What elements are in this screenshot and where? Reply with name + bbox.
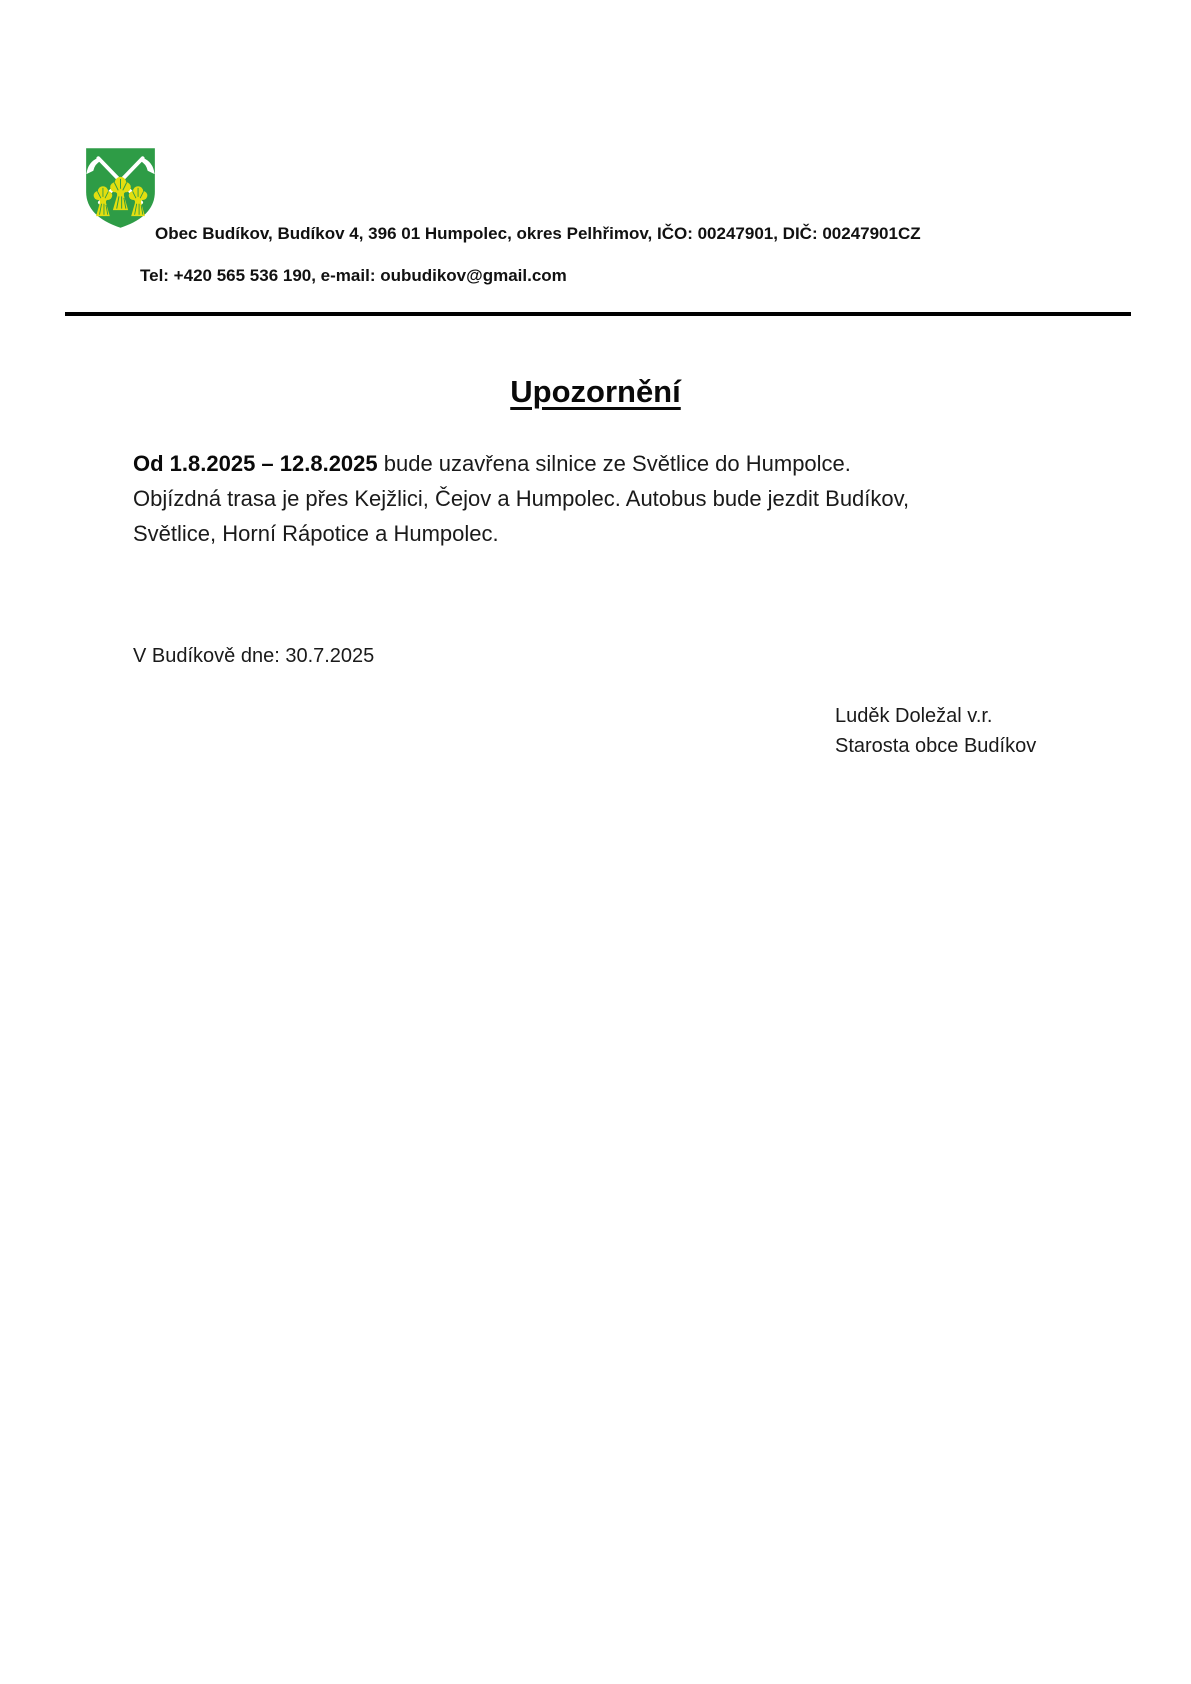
- signature-name: Luděk Doležal v.r.: [835, 705, 993, 727]
- body-line-2: Objízdná trasa je přes Kejžlici, Čejov a Humpolec. Autobus bude jezdit Budíkov,: [133, 486, 910, 511]
- notice-body-paragraph: [133, 446, 1073, 551]
- coat-of-arms-svg: [82, 146, 159, 230]
- letterhead-contact-line: Tel: +420 565 536 190, e-mail: oubudikov@gmail.com: [140, 266, 567, 285]
- body-line-1-date-range: Od 1.8.2025 – 12.8.2025: [133, 451, 378, 476]
- body-line-1: [133, 446, 1073, 481]
- signature-block: [835, 701, 1036, 761]
- coat-of-arms-icon: [82, 146, 159, 230]
- letterhead-divider: [65, 312, 1131, 316]
- notice-title: Upozornění: [510, 374, 681, 409]
- body-line-3: Světlice, Horní Rápotice a Humpolec.: [133, 521, 499, 546]
- letterhead-org-line: Obec Budíkov, Budíkov 4, 396 01 Humpolec, okres Pelhřimov, IČO: 00247901, DIČ: 00247901CZ: [155, 224, 921, 243]
- body-line-1-rest: bude uzavřena silnice ze Světlice do Humpolce.: [377, 451, 851, 476]
- signature-role: Starosta obce Budíkov: [835, 735, 1037, 757]
- place-date-line: V Budíkově dne: 30.7.2025: [133, 645, 375, 667]
